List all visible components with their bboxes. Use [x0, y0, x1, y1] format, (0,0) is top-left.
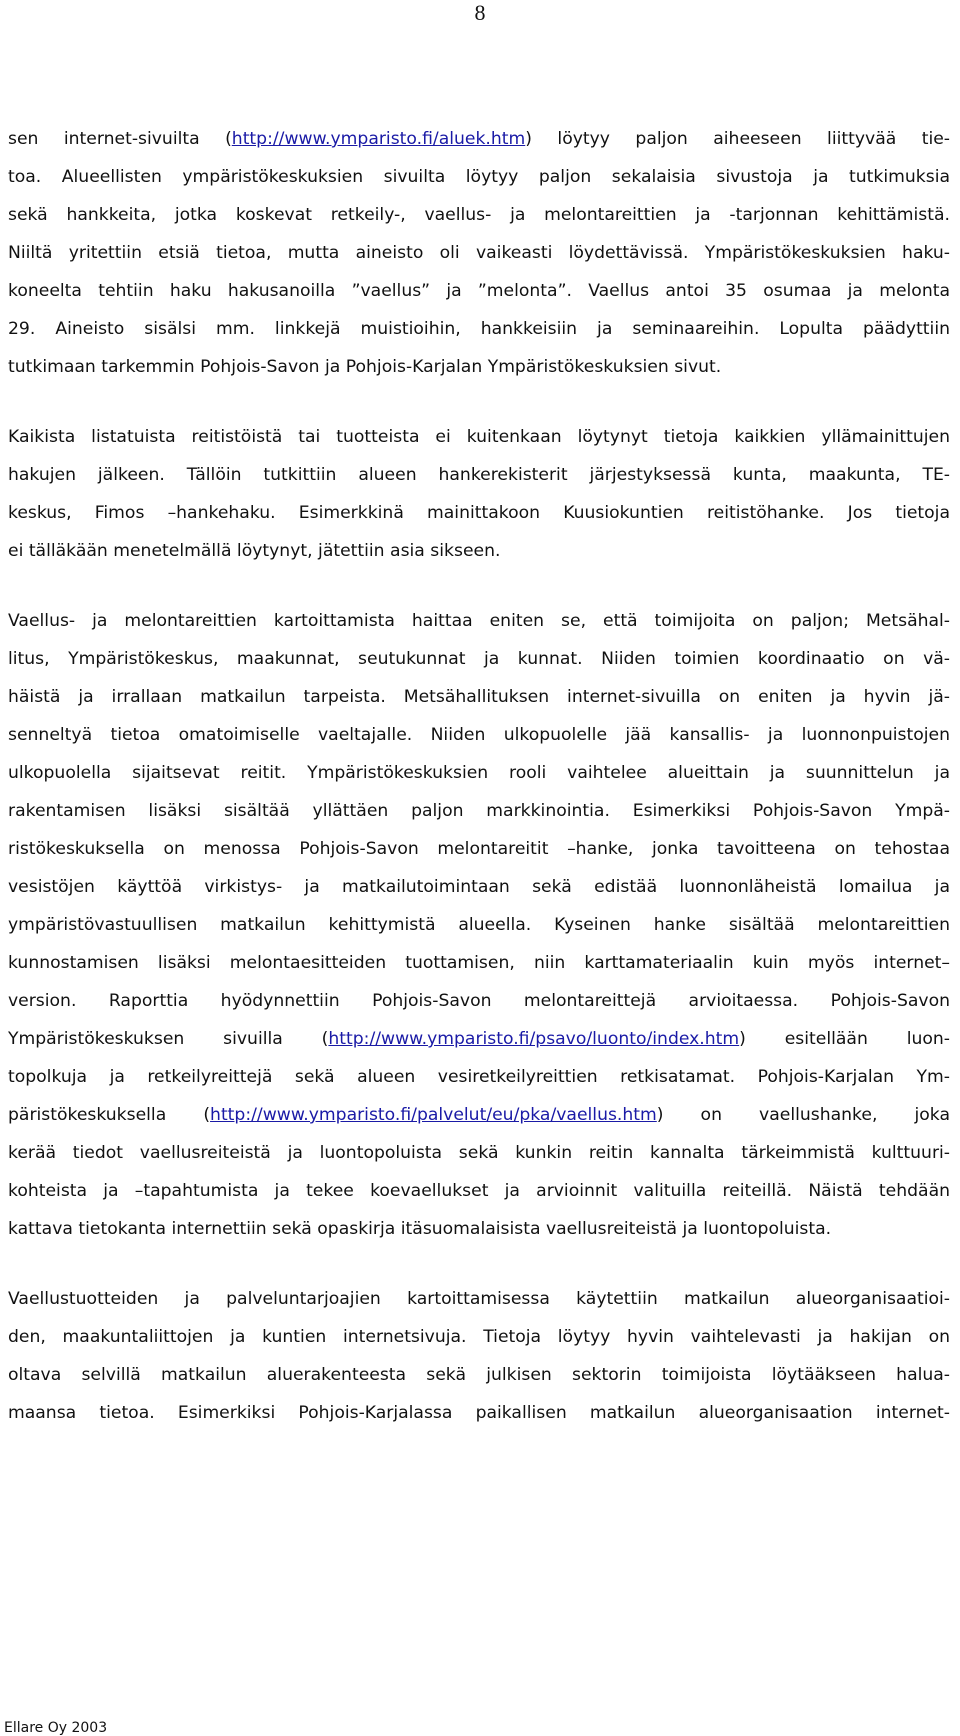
- text-line: ympäristövastuullisen matkailun kehittymistä alueella. Kyseinen hanke sisältää melontareittien: [8, 915, 950, 935]
- text-line: vesistöjen käyttöä virkistys- ja matkailutoimintaan sekä edistää luonnonläheistä lomailua ja: [8, 877, 950, 897]
- text-line: oltava selvillä matkailun aluerakenteesta sekä julkisen sektorin toimijoista löytääkseen halua-: [8, 1365, 950, 1385]
- text-line: Vaellus- ja melontareittien kartoittamista haittaa eniten se, että toimijoita on paljon; Metsähal-: [8, 611, 950, 631]
- text-line: hakujen jälkeen. Tällöin tutkittiin alueen hankerekisterit järjestyksessä kunta, maakunta, TE-: [8, 465, 950, 485]
- text-line: toa. Alueellisten ympäristökeskuksien sivuilta löytyy paljon sekalaisia sivustoja ja tutkimuksia: [8, 167, 950, 187]
- text-line: ulkopuolella sijaitsevat reitit. Ympäristökeskuksien rooli vaihtelee alueittain ja suunnittelun ja: [8, 763, 950, 783]
- text-line: senneltyä tietoa omatoimiselle vaeltajalle. Niiden ulkopuolelle jää kansallis- ja luonnonpuistojen: [8, 725, 950, 745]
- psavo-luonto-link[interactable]: http://www.ymparisto.fi/psavo/luonto/index.htm: [328, 1029, 740, 1049]
- text-line: den, maakuntaliittojen ja kuntien internetsivuja. Tietoja löytyy hyvin vaihtelevasti ja hakijan on: [8, 1327, 950, 1347]
- text-line: [8, 1098, 950, 1132]
- text-line: litus, Ympäristökeskus, maakunnat, seutukunnat ja kunnat. Niiden toimien koordinaatio on vä-: [8, 649, 950, 669]
- text-line: Vaellustuotteiden ja palveluntarjoajien kartoittamisessa käytettiin matkailun alueorganisaatioi-: [8, 1289, 950, 1309]
- text-line: maansa tietoa. Esimerkiksi Pohjois-Karjalassa paikallisen matkailun alueorganisaation internet-: [8, 1403, 950, 1423]
- text-line: Kaikista listatuista reitistöistä tai tuotteista ei kuitenkaan löytynyt tietoja kaikkien yllämainittujen: [8, 427, 950, 447]
- text-line: kohteista ja –tapahtumista ja tekee koevaellukset ja arvioinnit valituilla reiteillä. Näistä tehdään: [8, 1181, 950, 1201]
- aluek-link[interactable]: http://www.ymparisto.fi/aluek.htm: [231, 129, 526, 149]
- footer-text: Ellare Oy 2003: [4, 1720, 108, 1736]
- pka-vaellus-link[interactable]: http://www.ymparisto.fi/palvelut/eu/pka/vaellus.htm: [210, 1105, 657, 1125]
- text-line: ristökeskuksella on menossa Pohjois-Savon melontareitit –hanke, jonka tavoitteena on tehostaa: [8, 839, 950, 859]
- text-span: ) on vaellushanke, joka: [656, 1105, 950, 1125]
- text-span: ) löytyy paljon aiheeseen liittyvää tie-: [525, 129, 950, 149]
- text-span: päristökeskuksella (: [8, 1105, 211, 1125]
- text-span: Ympäristökeskuksen sivuilla (: [8, 1029, 329, 1049]
- text-line: tutkimaan tarkemmin Pohjois-Savon ja Pohjois-Karjalan Ympäristökeskuksien sivut.: [8, 357, 722, 377]
- text-line: koneelta tehtiin haku hakusanoilla ”vaellus” ja ”melonta”. Vaellus antoi 35 osumaa ja melonta: [8, 281, 950, 301]
- text-line: [8, 122, 950, 156]
- text-span: sen internet-sivuilta (: [8, 129, 232, 149]
- text-line: 29. Aineisto sisälsi mm. linkkejä muistioihin, hankkeisiin ja seminaareihin. Lopulta päädyttiin: [8, 319, 950, 339]
- text-line: rakentamisen lisäksi sisältää yllättäen paljon markkinointia. Esimerkiksi Pohjois-Savon Ympä-: [8, 801, 950, 821]
- text-line: keskus, Fimos –hankehaku. Esimerkkinä mainittakoon Kuusiokuntien reitistöhanke. Jos tietoja: [8, 503, 950, 523]
- page-number: 8: [474, 0, 486, 25]
- text-line: häistä ja irrallaan matkailun tarpeista. Metsähallituksen internet-sivuilla on eniten ja hyvin jä-: [8, 687, 950, 707]
- text-span: ) esitellään luon-: [739, 1029, 950, 1049]
- text-line: ei tälläkään menetelmällä löytynyt, jätettiin asia sikseen.: [8, 541, 501, 561]
- text-line: [8, 1022, 950, 1056]
- text-line: Niiltä yritettiin etsiä tietoa, mutta aineisto oli vaikeasti löydettävissä. Ympäristökeskuksien haku-: [8, 243, 950, 263]
- text-line: version. Raporttia hyödynnettiin Pohjois-Savon melontareittejä arvioitaessa. Pohjois-Savon: [8, 991, 950, 1011]
- text-line: kerää tiedot vaellusreiteistä ja luontopoluista sekä kunkin reitin kannalta tärkeimmistä kulttuuri-: [8, 1143, 950, 1163]
- text-line: kunnostamisen lisäksi melontaesitteiden tuottamisen, niin karttamateriaalin kuin myös internet–: [8, 953, 950, 973]
- text-line: topolkuja ja retkeilyreittejä sekä alueen vesiretkeilyreittien retkisatamat. Pohjois-Karjalan Ym-: [8, 1067, 950, 1087]
- text-line: sekä hankkeita, jotka koskevat retkeily-, vaellus- ja melontareittien ja -tarjonnan kehittämistä.: [8, 205, 950, 225]
- text-line: kattava tietokanta internettiin sekä opaskirja itäsuomalaisista vaellusreiteistä ja luontopoluista.: [8, 1219, 832, 1239]
